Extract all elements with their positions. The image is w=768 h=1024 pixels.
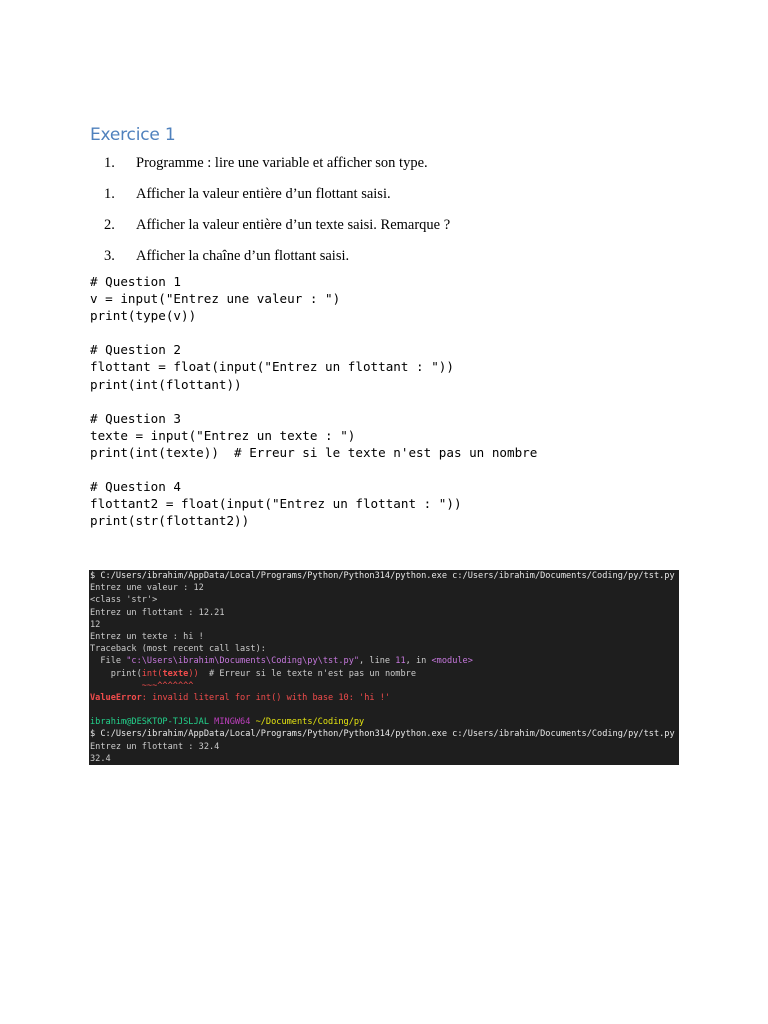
- list-item: [104, 148, 450, 179]
- traceback-line-number: 11: [395, 656, 406, 667]
- shell-prompt: [89, 716, 679, 728]
- terminal-screenshot: [89, 570, 679, 765]
- code-block: [90, 273, 537, 529]
- prompt-user-host: ibrahim@DESKTOP-TJSLJAL: [90, 717, 209, 728]
- traceback-code-prefix: print(: [90, 668, 142, 679]
- terminal-output-line: Entrez un flottant : 32.4: [90, 741, 220, 752]
- traceback-carets: ~~~^^^^^^^: [90, 680, 194, 691]
- code-line: texte = input("Entrez un texte : "): [90, 427, 356, 443]
- traceback-file-prefix: File: [90, 656, 127, 667]
- terminal-command-line: $ C:/Users/ibrahim/AppData/Local/Programs/Python/Python314/python.exe c:/Users/ibrahim/Documents/Coding/py/tst.py: [90, 571, 675, 581]
- traceback-line-label: , line: [359, 656, 396, 667]
- traceback-in-label: , in: [405, 656, 432, 667]
- traceback-file-path: "c:\Users\ibrahim\Documents\Coding\py\tst.py": [126, 656, 360, 667]
- traceback-code-close: )): [188, 668, 199, 679]
- traceback-code-texte: texte: [162, 668, 189, 679]
- terminal-output-line: Entrez un flottant : 12.21: [90, 607, 225, 618]
- code-line: print(int(flottant)): [90, 376, 242, 392]
- traceback-module: <module>: [431, 656, 473, 667]
- prompt-path: ~/Documents/Coding/py: [250, 717, 365, 728]
- list-item: [104, 210, 450, 241]
- code-line: flottant2 = float(input("Entrez un flottant : ")): [90, 496, 462, 512]
- terminal-output-line: 12: [90, 619, 101, 630]
- prompt-system: MINGW64: [209, 717, 251, 728]
- traceback-code-line: [89, 668, 679, 680]
- list-item-text: Afficher la valeur entière d’un flottant saisi.: [136, 186, 391, 202]
- terminal-output-line: 32.4: [90, 753, 111, 764]
- error-type: ValueError: [90, 692, 142, 703]
- list-item: [104, 179, 450, 210]
- terminal-output-line: Entrez un texte : hi !: [90, 631, 204, 642]
- code-line: print(type(v)): [90, 308, 197, 324]
- list-item: [104, 241, 450, 272]
- terminal-output-line: Entrez une valeur : 12: [90, 583, 204, 594]
- exercise-list: [104, 148, 450, 272]
- terminal-blank-line: [89, 704, 679, 716]
- code-line: # Question 1: [90, 274, 181, 289]
- error-line: [89, 692, 679, 704]
- code-line: print(int(texte)) # Erreur si le texte n'est pas un nombre: [90, 444, 538, 460]
- terminal-command-line: $ C:/Users/ibrahim/AppData/Local/Programs/Python/Python314/python.exe c:/Users/ibrahim/Documents/Coding/py/tst.py: [90, 729, 675, 740]
- terminal-output-line: <class 'str'>: [90, 595, 158, 606]
- code-line: # Question 4: [90, 479, 181, 495]
- list-item-text: Afficher la valeur entière d’un texte saisi. Remarque ?: [136, 217, 451, 233]
- list-item-text: Afficher la chaîne d’un flottant saisi.: [136, 248, 350, 264]
- code-line: print(str(flottant2)): [90, 513, 250, 529]
- list-item-text: Programme : lire une variable et afficher son type.: [136, 155, 428, 171]
- list-item-number: 2.: [104, 217, 115, 233]
- code-line: # Question 2: [90, 342, 181, 358]
- code-line: # Question 3: [90, 410, 181, 426]
- code-line: [90, 461, 537, 478]
- code-line: v = input("Entrez une valeur : "): [90, 291, 341, 307]
- list-item-number: 3.: [104, 248, 115, 264]
- traceback-header: Traceback (most recent call last):: [90, 644, 266, 655]
- code-line: [90, 393, 537, 410]
- code-line: flottant = float(input("Entrez un flottant : ")): [90, 359, 454, 375]
- code-line: [90, 324, 537, 341]
- traceback-code-comment: # Erreur si le texte n'est pas un nombre: [198, 668, 416, 679]
- exercise-heading: Exercice 1: [90, 125, 176, 145]
- traceback-code-int: int(: [141, 668, 163, 679]
- list-item-number: 1.: [104, 186, 115, 202]
- list-item-number: 1.: [104, 155, 115, 171]
- traceback-file-line: [89, 655, 679, 667]
- error-message: : invalid literal for int() with base 10: 'hi !': [141, 692, 391, 703]
